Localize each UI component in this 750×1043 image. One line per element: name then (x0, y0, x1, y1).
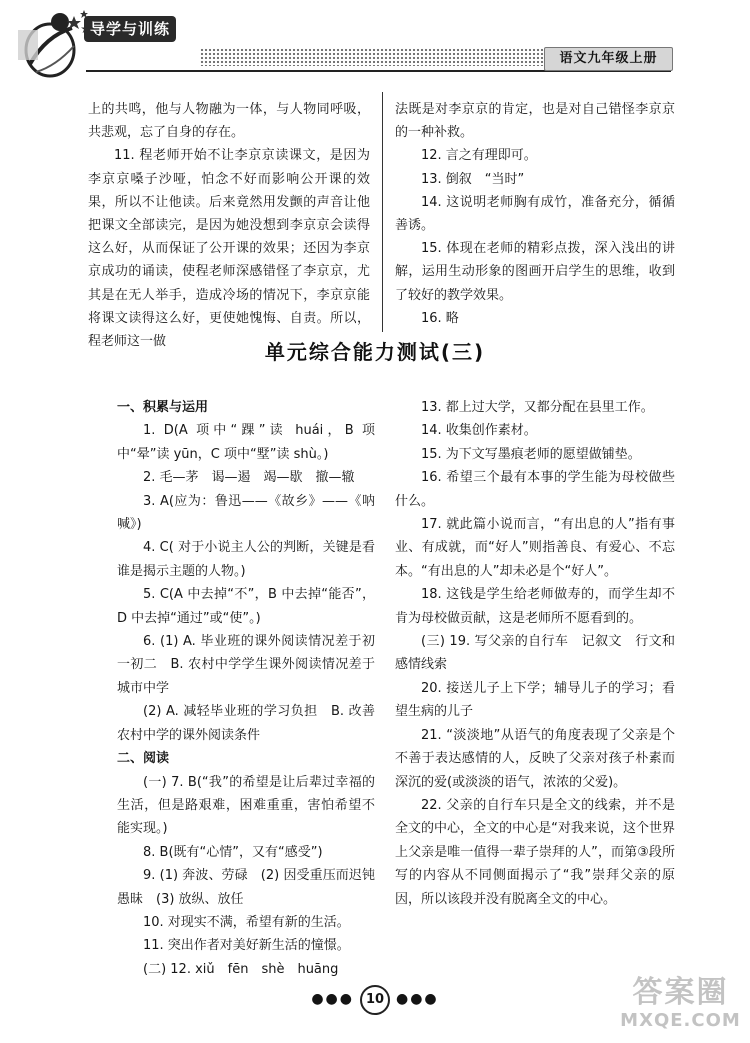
bottom-left-column (117, 396, 375, 981)
section-title: 单元综合能力测试(三) (264, 340, 486, 364)
watermark-text-cn: 答案圈 (632, 975, 729, 1010)
answer-paragraph: 22. 父亲的自行车只是全文的线索，并不是全文的中心，全文的中心是“对我来说，这个世界上父亲是唯一值得一辈子崇拜的人”，而第③段所写的内容从不同侧面揭示了“我”崇拜父亲的原因，所以该段并没有脱离全文的中心。 (395, 797, 675, 907)
column-divider (382, 92, 383, 332)
answer-paragraph: 15. 体现在老师的精彩点拨，深入浅出的讲解，运用生动形象的图画开启学生的思维，收到了较好的教学效果。 (395, 241, 675, 303)
grade-label-box (544, 47, 673, 71)
answer-paragraph: 8. B(既有“心情”，又有“感受”) (143, 844, 323, 860)
answer-paragraph: 13. 都上过大学，又都分配在县里工作。 (421, 400, 654, 415)
page-number: 10 (360, 985, 390, 1015)
part-heading: 二、阅读 (117, 751, 170, 767)
answer-paragraph: (三) 19. 写父亲的自行车 记叙文 行文和感情线索 (395, 634, 675, 673)
footer-dots-right: ●●● (396, 991, 439, 1007)
answer-paragraph: (一) 7. B(“我”的希望是让后辈过幸福的生活，但是路艰难，困难重重，害怕希望不能实现。) (117, 774, 375, 837)
answer-paragraph: 11. 程老师开始不让李京京读课文，是因为李京京嗓子沙哑，怕念不好而影响公开课的效果，所以不让他读。后来竟然用发颤的声音让他把课文全部读完，是因为她没想到李京京会读得这么好，从而保证了公开课的效果；还因为李京京成功的诵读，使程老师深感错怪了李京京，尤其是在无人举手，造成冷场的情况下，李京京能将课文读得这么好，更使她愧悔、自责。所以，程老师这一做 (88, 148, 370, 350)
series-title: 导学与训练 (84, 16, 176, 42)
answer-paragraph: (二) 12. xiǔ fēn shè huāng (143, 961, 339, 977)
answer-paragraph: 12. 言之有理即可。 (421, 148, 537, 164)
answer-paragraph: 16. 希望三个最有本事的学生能为母校做些什么。 (395, 470, 675, 509)
answer-paragraph: 3. A(应为：鲁迅——《故乡》——《呐喊》) (117, 493, 375, 533)
answer-paragraph: 15. 为下文写墨痕老师的愿望做铺垫。 (421, 446, 641, 462)
top-left-column (88, 98, 370, 353)
bottom-right-column (395, 396, 675, 911)
answer-paragraph: 18. 这钱是学生给老师做寿的，而学生却不肯为母校做贡献，这是老师所不愿看到的。 (395, 587, 675, 626)
footer-dots-left: ●●● (311, 991, 354, 1007)
answer-paragraph: 11. 突出作者对美好新生活的憧憬。 (143, 938, 350, 954)
answer-paragraph: 16. 略 (421, 310, 459, 326)
header-dotted-band (200, 48, 545, 66)
answer-paragraph: 5. C(A 中去掉“不”，B 中去掉“能否”，D 中去掉“通过”或“使”。) (117, 587, 375, 626)
answer-paragraph: 20. 接送儿子上下学；辅导儿子的学习；看望生病的儿子 (395, 680, 675, 720)
answer-paragraph: 13. 倒叙 “当时” (421, 171, 525, 187)
answer-paragraph: 10. 对现实不满，希望有新的生活。 (143, 914, 350, 930)
answer-paragraph: 6. (1) A. 毕业班的课外阅读情况差于初一初二 B. 农村中学学生课外阅读情况差于城市中学 (117, 634, 375, 696)
answer-paragraph: 21. “淡淡地”从语气的角度表现了父亲是个不善于表达感情的人，反映了父亲对孩子朴素而深沉的爱(或淡淡的语气，浓浓的父爱)。 (395, 727, 675, 790)
answer-paragraph: 法既是对李京京的肯定，也是对自己错怪李京京的一种补救。 (395, 102, 675, 141)
top-right-column (395, 98, 675, 330)
answer-paragraph: 17. 就此篇小说而言，“有出息的人”指有事业、有成就，而“好人”则指善良、有爱心、不忘本。“有出息的人”却未必是个“好人”。 (395, 517, 675, 579)
watermark-text-en: MXQE.COM (620, 1010, 741, 1031)
answer-paragraph: (2) A. 减轻毕业班的学习负担 B. 改善农村中学的课外阅读条件 (117, 704, 375, 743)
answer-paragraph: 4. C( 对于小说主人公的判断，关键是看谁是揭示主题的人物。) (117, 540, 375, 579)
answer-paragraph: 14. 收集创作素材。 (421, 423, 537, 439)
answer-paragraph: 2. 毛—茅 谒—遏 竭—歇 撤—辙 (143, 470, 355, 486)
part-heading: 一、积累与运用 (117, 400, 209, 415)
site-watermark (618, 976, 743, 1036)
answer-paragraph: 9. (1) 奔波、劳碌 (2) 因受重压而迟钝愚昧 (3) 放纵、放任 (117, 868, 375, 907)
answer-paragraph: 1. D(A 项中“踝”读 huái，B 项中“晕”读 yūn，C 项中“墅”读 shù。) (117, 423, 375, 462)
grade-label: 语文九年级上册 (559, 51, 658, 66)
answer-paragraph: 上的共鸣，他与人物融为一体，与人物同呼吸，共悲观，忘了自身的存在。 (88, 102, 370, 141)
answer-paragraph: 14. 这说明老师胸有成竹，准备充分，循循善诱。 (395, 194, 675, 234)
